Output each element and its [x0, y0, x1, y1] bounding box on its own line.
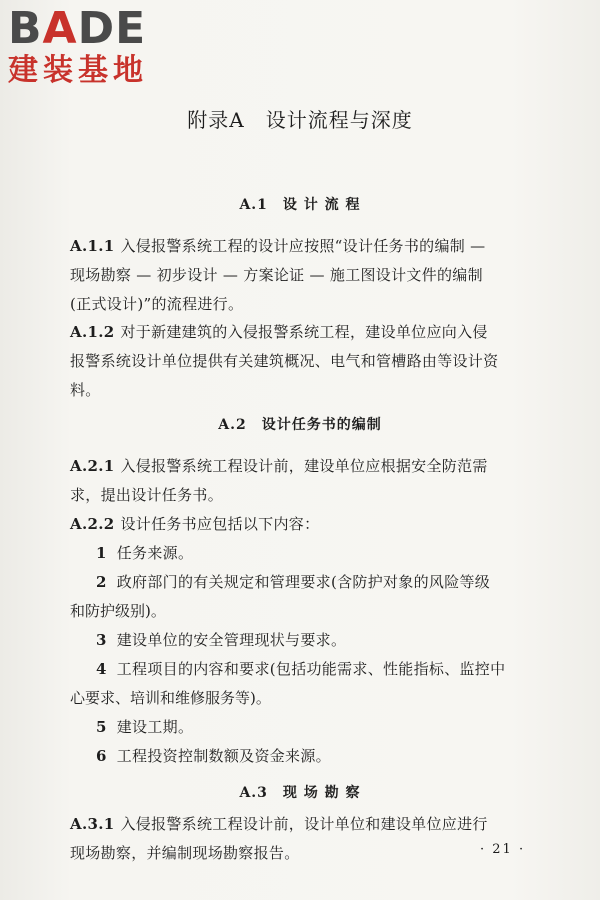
clause-text: (正式设计)”的流程进行。: [70, 295, 244, 313]
clause-text: 对于新建建筑的入侵报警系统工程，建设单位应向入侵: [120, 323, 488, 341]
section-heading-a1: A.1 设 计 流 程: [239, 197, 361, 213]
item-continuation: 和防护级别)。: [70, 602, 166, 620]
logo-subtitle: 建装基地: [8, 53, 148, 88]
clause-text: 入侵报警系统工程设计前，建设单位应根据安全防范需: [120, 457, 488, 475]
item-text: 任务来源。: [116, 544, 194, 562]
clause-number: A.2.2: [70, 515, 115, 533]
clause-a2-1: [70, 452, 532, 510]
list-item: [96, 742, 532, 771]
item-number: 5: [96, 718, 107, 736]
appendix-title: 附录A 设计流程与深度: [187, 108, 413, 132]
item-number: 4: [96, 660, 107, 678]
logo-wordmark: BADE: [8, 3, 147, 54]
clause-text: 现场勘察 — 初步设计 — 方案论证 — 施工图设计文件的编制: [70, 266, 483, 284]
bade-logo: [8, 3, 178, 88]
item-text: 工程项目的内容和要求(包括功能需求、性能指标、监控中: [116, 660, 506, 678]
list-item: [96, 626, 532, 655]
item-number: 2: [96, 573, 107, 591]
clause-text: 报警系统设计单位提供有关建筑概况、电气和管槽路由等设计资: [70, 352, 499, 370]
clause-text: 入侵报警系统工程的设计应按照“设计任务书的编制 —: [120, 237, 486, 255]
item-number: 6: [96, 747, 107, 765]
item-text: 建设单位的安全管理现状与要求。: [116, 631, 347, 649]
item-number: 1: [96, 544, 107, 562]
list-item: [96, 713, 532, 742]
section-heading-a2: A.2 设计任务书的编制: [218, 417, 382, 433]
clause-text: 现场勘察，并编制现场勘察报告。: [70, 844, 300, 862]
list-item: [96, 539, 532, 568]
item-text: 政府部门的有关规定和管理要求(含防护对象的风险等级: [116, 573, 491, 591]
clause-a1-1: [70, 232, 532, 319]
clause-a3-1: [70, 810, 532, 868]
list-item: [96, 568, 532, 597]
clause-text: 入侵报警系统工程设计前，设计单位和建设单位应进行: [120, 815, 488, 833]
clause-text: 求，提出设计任务书。: [70, 486, 224, 504]
clause-number: A.1.1: [70, 237, 115, 255]
list-item: [96, 655, 532, 684]
clause-number: A.2.1: [70, 457, 115, 475]
item-text: 建设工期。: [116, 718, 194, 736]
clause-a1-2: [70, 318, 532, 405]
item-number: 3: [96, 631, 107, 649]
section-heading-a3: A.3 现 场 勘 察: [239, 785, 361, 801]
clause-number: A.3.1: [70, 815, 115, 833]
clause-a2-2: [70, 510, 532, 539]
clause-text: 料。: [70, 381, 101, 399]
clause-text: 设计任务书应包括以下内容：: [120, 515, 320, 533]
page-number: · 21 ·: [480, 842, 526, 857]
item-continuation: 心要求、培训和维修服务等)。: [70, 689, 271, 707]
item-text: 工程投资控制数额及资金来源。: [116, 747, 331, 765]
clause-number: A.1.2: [70, 323, 115, 341]
